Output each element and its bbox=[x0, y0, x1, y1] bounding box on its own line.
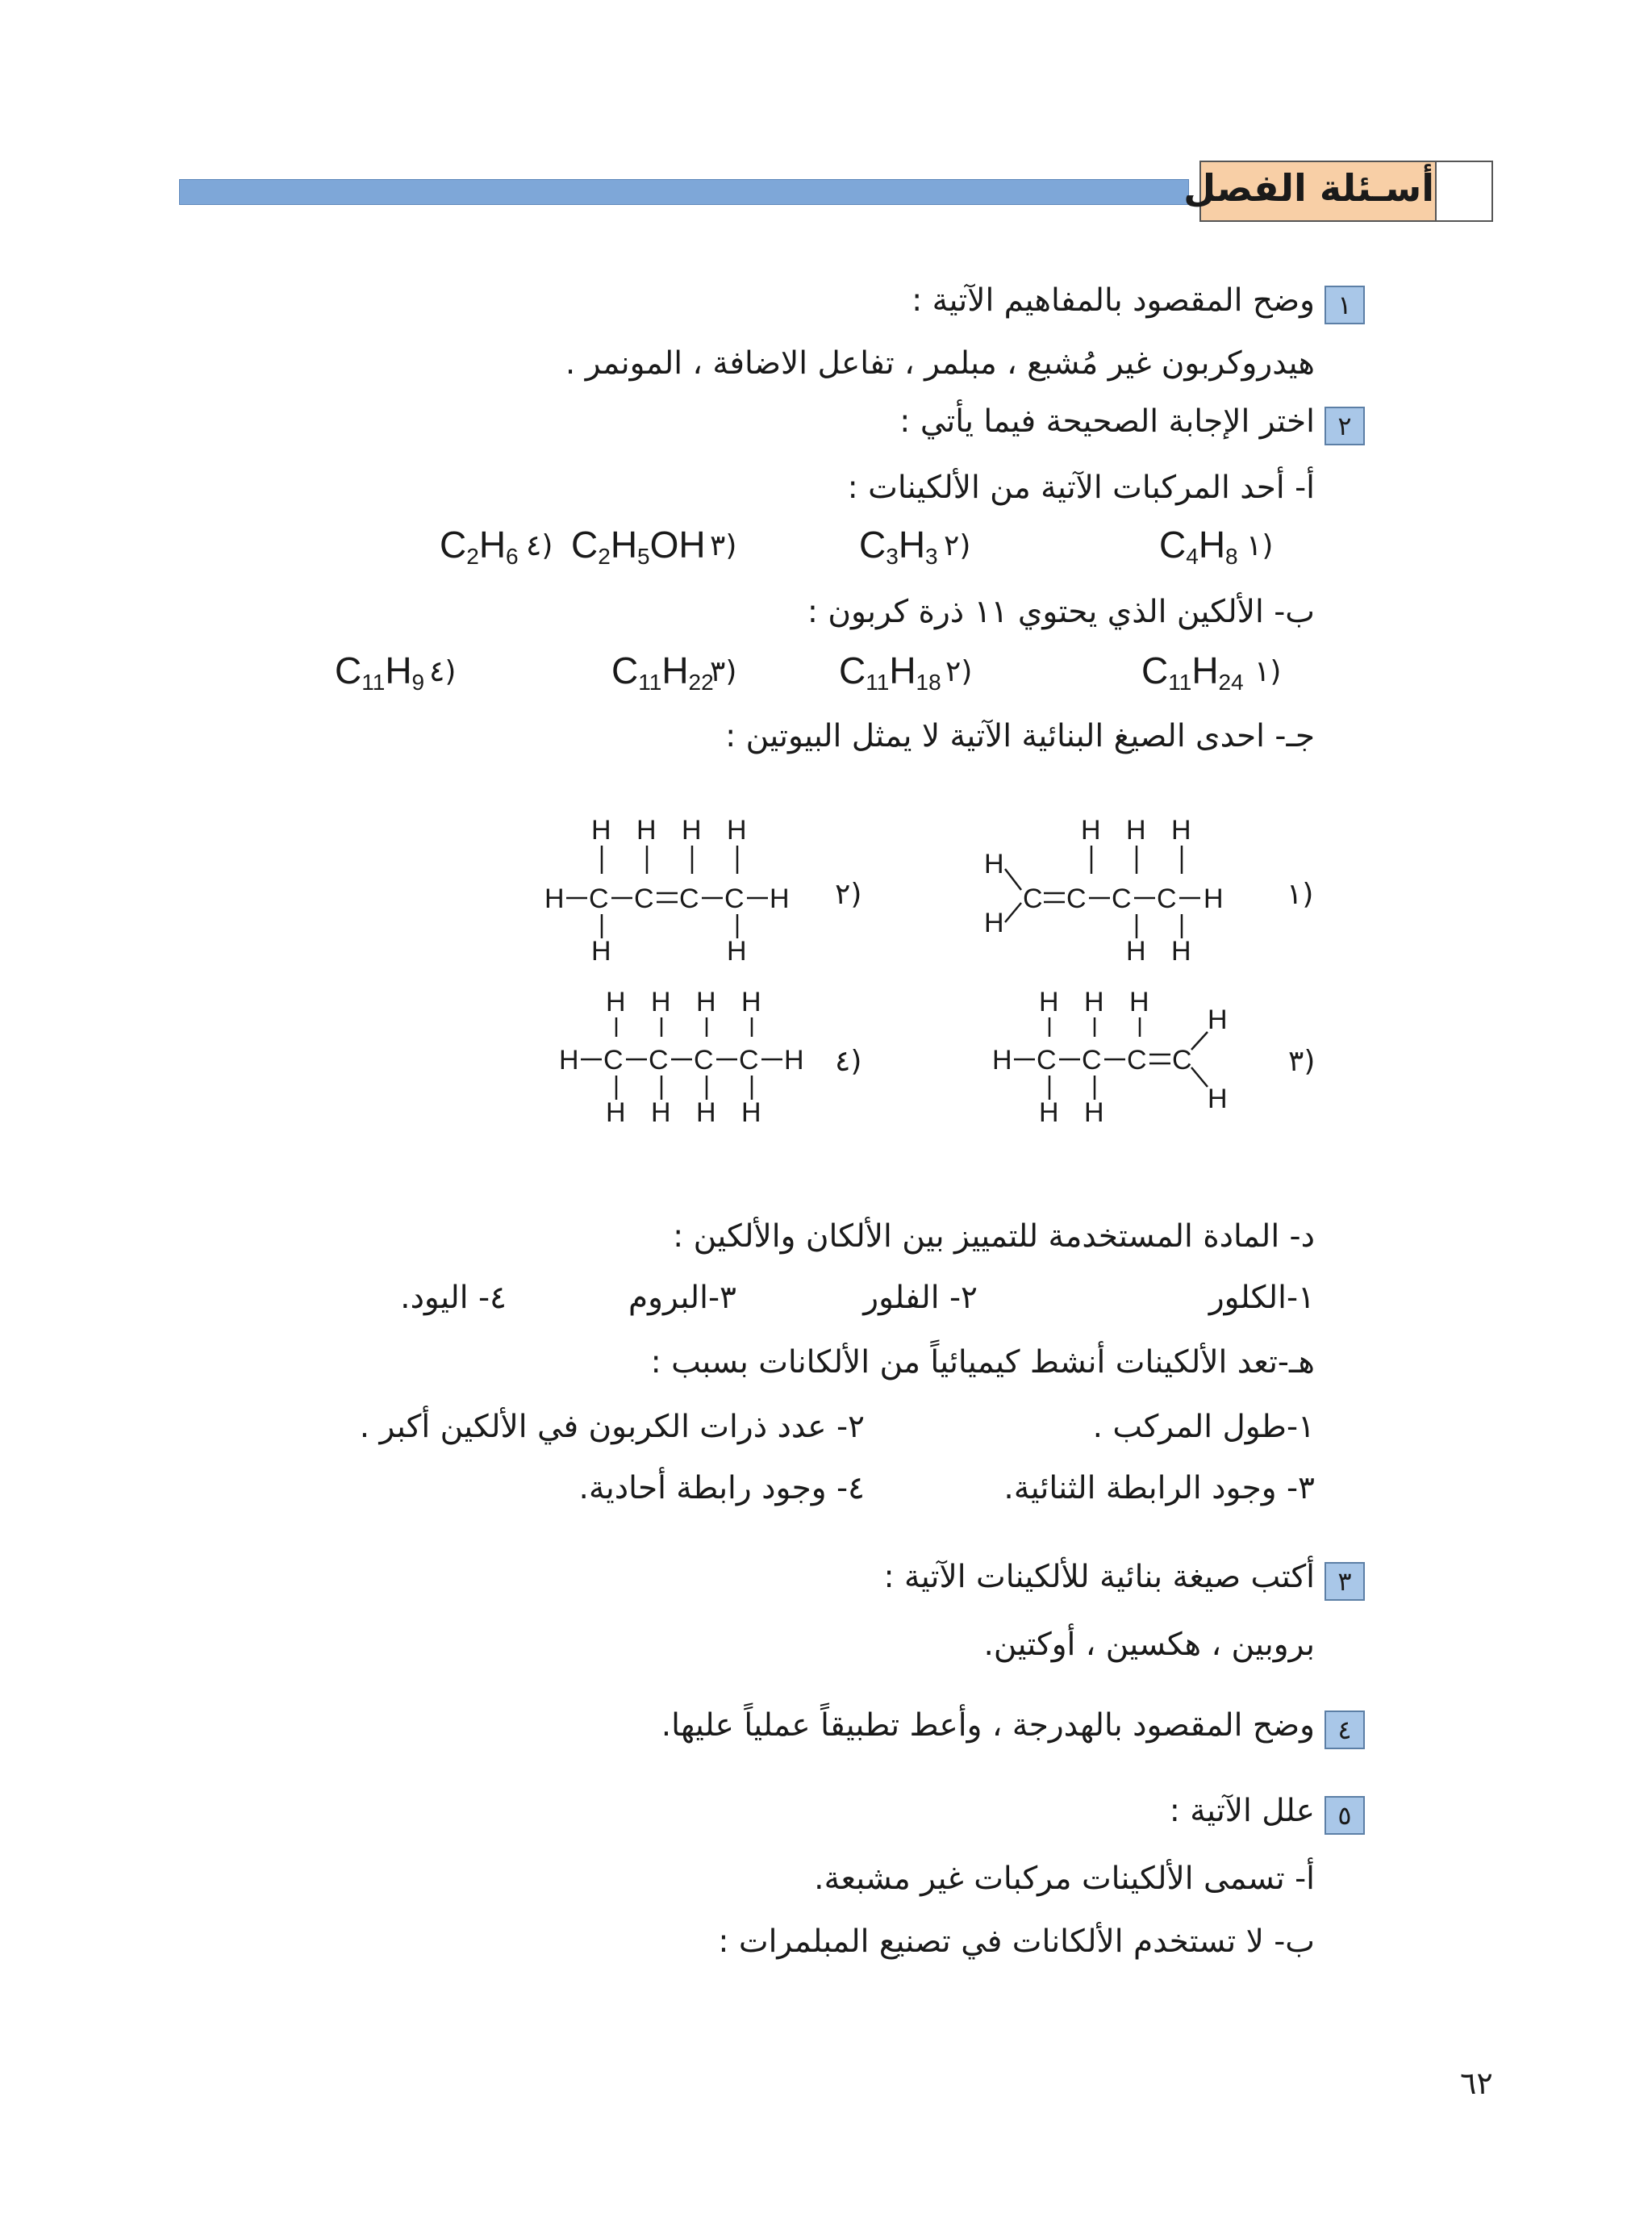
q2c-opt1-number: ١) bbox=[1287, 878, 1314, 911]
q3-items: بروبين ، هكسين ، أوكتين. bbox=[983, 1627, 1315, 1663]
svg-text:H: H bbox=[544, 883, 565, 914]
q2-prompt: اختر الإجابة الصحيحة فيما يأتي : bbox=[899, 403, 1315, 440]
svg-text:H: H bbox=[1039, 988, 1059, 1017]
q2b-opt1-number: ١) bbox=[1254, 655, 1282, 688]
header-corner-box bbox=[1435, 161, 1493, 222]
svg-text:H: H bbox=[770, 883, 790, 914]
q1-terms: هيدروكربون غير مُشبع ، مبلمر ، تفاعل الاضافة ، المونمر . bbox=[565, 345, 1315, 382]
svg-text:H: H bbox=[984, 908, 1004, 938]
q2a-opt2-number: ٢) bbox=[944, 529, 971, 562]
structure-2-but-2-ene bbox=[540, 819, 831, 964]
q2b-stem: ب- الألكين الذي يحتوي ١١ ذرة كربون : bbox=[807, 594, 1315, 630]
svg-text:H: H bbox=[696, 988, 716, 1017]
svg-text:C: C bbox=[1157, 883, 1177, 914]
q3-prompt: أكتب صيغة بنائية للألكينات الآتية : bbox=[883, 1559, 1315, 1595]
q2b-opt2-formula: $C_{11}H_{18}$ bbox=[839, 650, 941, 695]
question-number-2: ٢ bbox=[1325, 407, 1365, 445]
svg-text:C: C bbox=[724, 883, 745, 914]
q2c-opt3-number: ٣) bbox=[1288, 1045, 1316, 1078]
svg-text:H: H bbox=[606, 988, 626, 1017]
q2d-opt2: ٢- الفلور bbox=[863, 1280, 978, 1316]
svg-text:H: H bbox=[984, 849, 1004, 879]
svg-text:H: H bbox=[1084, 988, 1104, 1017]
q2e-stem: هـ-تعد الألكينات أنشط كيميائياً من الألكانات بسبب : bbox=[650, 1344, 1315, 1381]
q2a-opt1-formula: $C_4H_8$ bbox=[1159, 524, 1238, 569]
q2c-opt4-number: ٤) bbox=[835, 1045, 862, 1078]
svg-text:H: H bbox=[727, 936, 747, 964]
question-number-4: ٤ bbox=[1325, 1710, 1365, 1749]
svg-text:H: H bbox=[696, 1097, 716, 1128]
svg-text:H: H bbox=[1084, 1097, 1104, 1128]
structure-1-but-1-ene bbox=[976, 819, 1274, 964]
q2b-opt2-number: ٢) bbox=[945, 655, 973, 688]
svg-text:C: C bbox=[649, 1045, 669, 1076]
question-number-5: ٥ bbox=[1325, 1796, 1365, 1835]
svg-text:H: H bbox=[636, 819, 657, 846]
q2b-opt1-formula: $C_{11}H_{24}$ bbox=[1141, 650, 1244, 695]
svg-text:H: H bbox=[1081, 819, 1101, 846]
svg-text:C: C bbox=[679, 883, 699, 914]
svg-text:H: H bbox=[1171, 936, 1191, 964]
q2a-opt2-formula: $C_3H_3$ bbox=[859, 524, 938, 569]
svg-text:C: C bbox=[1066, 883, 1087, 914]
svg-text:C: C bbox=[1112, 883, 1132, 914]
svg-text:H: H bbox=[1208, 1005, 1228, 1035]
q2a-opt4-number: ٤) bbox=[526, 529, 553, 562]
svg-text:H: H bbox=[784, 1045, 804, 1076]
structure-3-but-1-ene bbox=[988, 988, 1279, 1134]
q2d-opt1: ١-الكلور bbox=[1208, 1280, 1315, 1316]
svg-text:H: H bbox=[591, 936, 611, 964]
q2a-opt4-formula: $C_2H_6$ bbox=[440, 524, 519, 569]
q2b-opt4-number: ٤) bbox=[429, 655, 457, 688]
svg-text:C: C bbox=[1037, 1045, 1057, 1076]
q4-prompt: وضح المقصود بالهدرجة ، وأعط تطبيقاً عملياً عليها. bbox=[661, 1707, 1315, 1744]
svg-text:H: H bbox=[741, 1097, 761, 1128]
q2d-stem: د- المادة المستخدمة للتمييز بين الألكان والألكين : bbox=[673, 1218, 1315, 1255]
q5b: ب- لا تستخدم الألكانات في تصنيع المبلمرات : bbox=[718, 1924, 1315, 1960]
q2d-opt4: ٤- اليود. bbox=[400, 1280, 507, 1316]
q2e-opt2: ٢- عدد ذرات الكربون في الألكين أكبر . bbox=[359, 1409, 865, 1445]
svg-text:C: C bbox=[1172, 1045, 1192, 1076]
svg-text:H: H bbox=[1126, 936, 1146, 964]
svg-text:H: H bbox=[591, 819, 611, 846]
question-number-3: ٣ bbox=[1325, 1562, 1365, 1601]
svg-text:C: C bbox=[634, 883, 654, 914]
q5a: أ- تسمى الألكينات مركبات غير مشبعة. bbox=[814, 1861, 1315, 1897]
svg-text:H: H bbox=[651, 1097, 671, 1128]
svg-text:C: C bbox=[1082, 1045, 1102, 1076]
q2a-opt3-formula: $C_2H_5OH$ bbox=[571, 524, 706, 569]
svg-text:C: C bbox=[603, 1045, 624, 1076]
svg-text:H: H bbox=[1129, 988, 1149, 1017]
q2b-opt4-formula: $C_{11}H_9$ bbox=[335, 650, 425, 695]
svg-text:H: H bbox=[1204, 883, 1224, 914]
q1-prompt: وضح المقصود بالمفاهيم الآتية : bbox=[912, 282, 1315, 319]
q2c-opt2-number: ٢) bbox=[835, 878, 862, 911]
question-number-1: ١ bbox=[1325, 286, 1365, 324]
q2b-opt3-formula: $C_{11}H_{22}$ bbox=[611, 650, 714, 695]
q2d-opt3: ٣-البروم bbox=[628, 1280, 736, 1316]
svg-text:H: H bbox=[1171, 819, 1191, 846]
svg-text:H: H bbox=[992, 1045, 1012, 1076]
q2e-opt4: ٤- وجود رابطة أحادية. bbox=[578, 1470, 865, 1506]
q2c-stem: جـ- احدى الصيغ البنائية الآتية لا يمثل البيوتين : bbox=[725, 718, 1315, 754]
chapter-questions-title: أسـئلة الفصل bbox=[1183, 166, 1434, 210]
structure-4-butane bbox=[555, 988, 829, 1134]
svg-text:C: C bbox=[1127, 1045, 1147, 1076]
q2b-opt3-number: ٣) bbox=[710, 655, 737, 688]
svg-text:H: H bbox=[559, 1045, 579, 1076]
q2a-opt3-number: ٣) bbox=[710, 529, 737, 562]
q2a-opt1-number: ١) bbox=[1246, 529, 1274, 562]
svg-text:H: H bbox=[651, 988, 671, 1017]
svg-text:H: H bbox=[1126, 819, 1146, 846]
svg-text:H: H bbox=[682, 819, 702, 846]
svg-text:H: H bbox=[727, 819, 747, 846]
svg-text:C: C bbox=[739, 1045, 759, 1076]
svg-text:C: C bbox=[1023, 883, 1043, 914]
svg-text:C: C bbox=[694, 1045, 714, 1076]
q2a-stem: أ- أحد المركبات الآتية من الألكينات : bbox=[847, 470, 1315, 506]
q5-prompt: علل الآتية : bbox=[1169, 1793, 1315, 1829]
q2e-opt3: ٣- وجود الرابطة الثنائية. bbox=[1003, 1470, 1315, 1506]
header-bar bbox=[179, 179, 1189, 205]
svg-text:H: H bbox=[1039, 1097, 1059, 1128]
svg-text:H: H bbox=[1208, 1084, 1228, 1114]
svg-text:C: C bbox=[589, 883, 609, 914]
svg-text:H: H bbox=[741, 988, 761, 1017]
svg-text:H: H bbox=[606, 1097, 626, 1128]
q2e-opt1: ١-طول المركب . bbox=[1092, 1409, 1315, 1445]
page-number: ٦٢ bbox=[1460, 2066, 1493, 2101]
